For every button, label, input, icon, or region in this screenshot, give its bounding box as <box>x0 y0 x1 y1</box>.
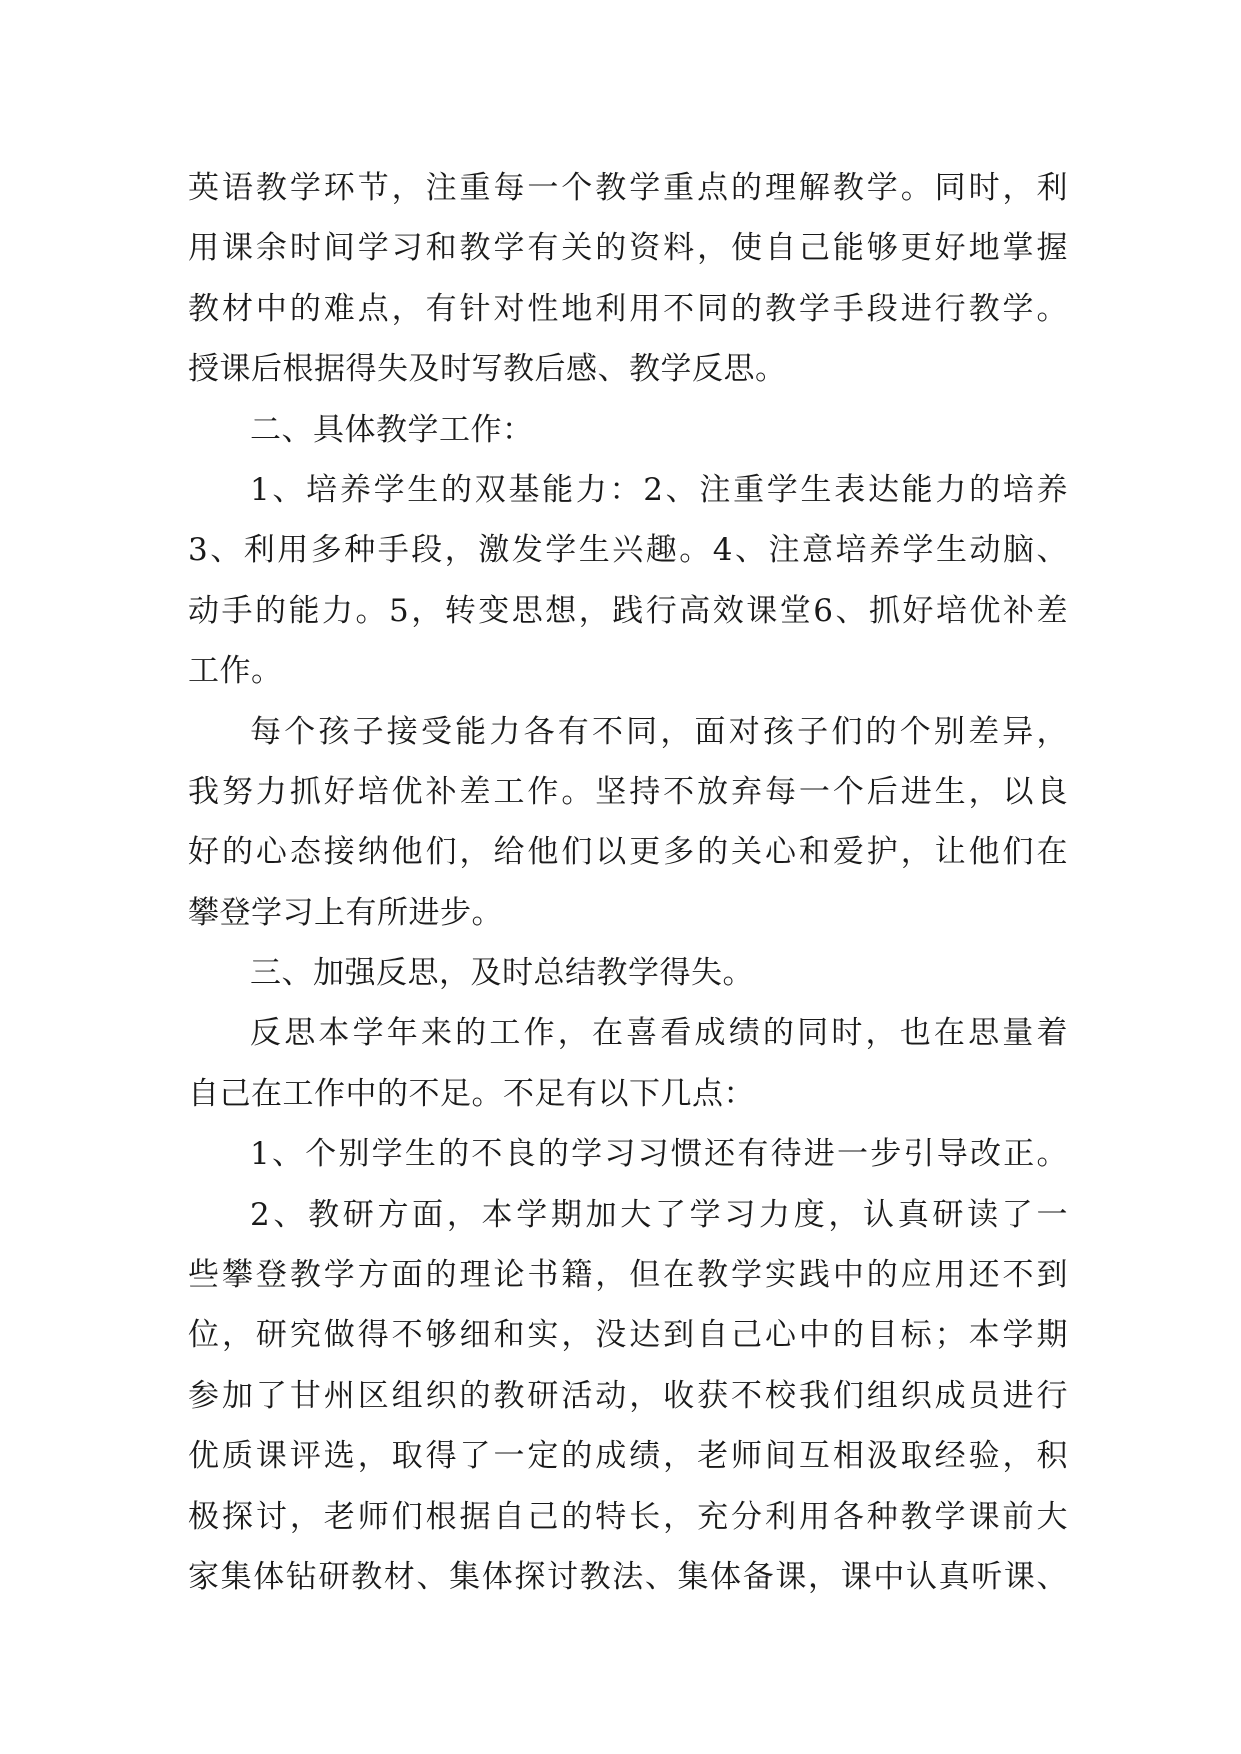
text-line: 工作。 <box>188 653 283 690</box>
text-line: 攀登学习上有所进步。 <box>188 894 503 931</box>
text-line: 每个孩子接受能力各有不同，面对孩子们的个别差异， <box>250 713 1068 750</box>
text-line: 家集体钻研教材、集体探讨教法、集体备课，课中认真听课、 <box>188 1558 1068 1595</box>
text-line: 三、加强反思，及时总结教学得失。 <box>250 955 754 992</box>
text-line: 1、培养学生的双基能力：2、注重学生表达能力的培养 <box>250 471 1068 508</box>
text-line: 参加了甘州区组织的教研活动，收获不校我们组织成员进行 <box>188 1377 1068 1414</box>
text-line: 教材中的难点，有针对性地利用不同的教学手段进行教学。 <box>188 290 1068 327</box>
text-line: 3、利用多种手段，激发学生兴趣。4、注意培养学生动脑、 <box>188 532 1068 569</box>
text-line: 位，研究做得不够细和实，没达到自己心中的目标；本学期 <box>188 1317 1068 1354</box>
text-line: 自己在工作中的不足。不足有以下几点： <box>188 1075 755 1112</box>
text-line: 好的心态接纳他们，给他们以更多的关心和爱护，让他们在 <box>188 834 1068 871</box>
text-line: 用课余时间学习和教学有关的资料，使自己能够更好地掌握 <box>188 230 1068 267</box>
text-line: 我努力抓好培优补差工作。坚持不放弃每一个后进生，以良 <box>188 773 1068 810</box>
text-line: 优质课评选，取得了一定的成绩，老师间互相汲取经验，积 <box>188 1438 1068 1475</box>
text-line: 英语教学环节，注重每一个教学重点的理解教学。同时，利 <box>188 170 1068 206</box>
text-line: 二、具体教学工作： <box>250 411 534 448</box>
text-line: 极探讨，老师们根据自己的特长，充分利用各种教学课前大 <box>188 1498 1068 1535</box>
text-line: 反思本学年来的工作，在喜看成绩的同时，也在思量着 <box>250 1015 1068 1052</box>
text-line: 些攀登教学方面的理论书籍，但在教学实践中的应用还不到 <box>188 1257 1068 1294</box>
text-line: 授课后根据得失及时写教后感、教学反思。 <box>188 351 787 388</box>
text-line: 2、教研方面，本学期加大了学习力度，认真研读了一 <box>250 1196 1068 1233</box>
text-line: 1、个别学生的不良的学习习惯还有待进一步引导改正。 <box>250 1136 1068 1173</box>
text-line: 动手的能力。5，转变思想，践行高效课堂6、抓好培优补差 <box>188 592 1068 629</box>
body-text <box>188 158 1068 1607</box>
